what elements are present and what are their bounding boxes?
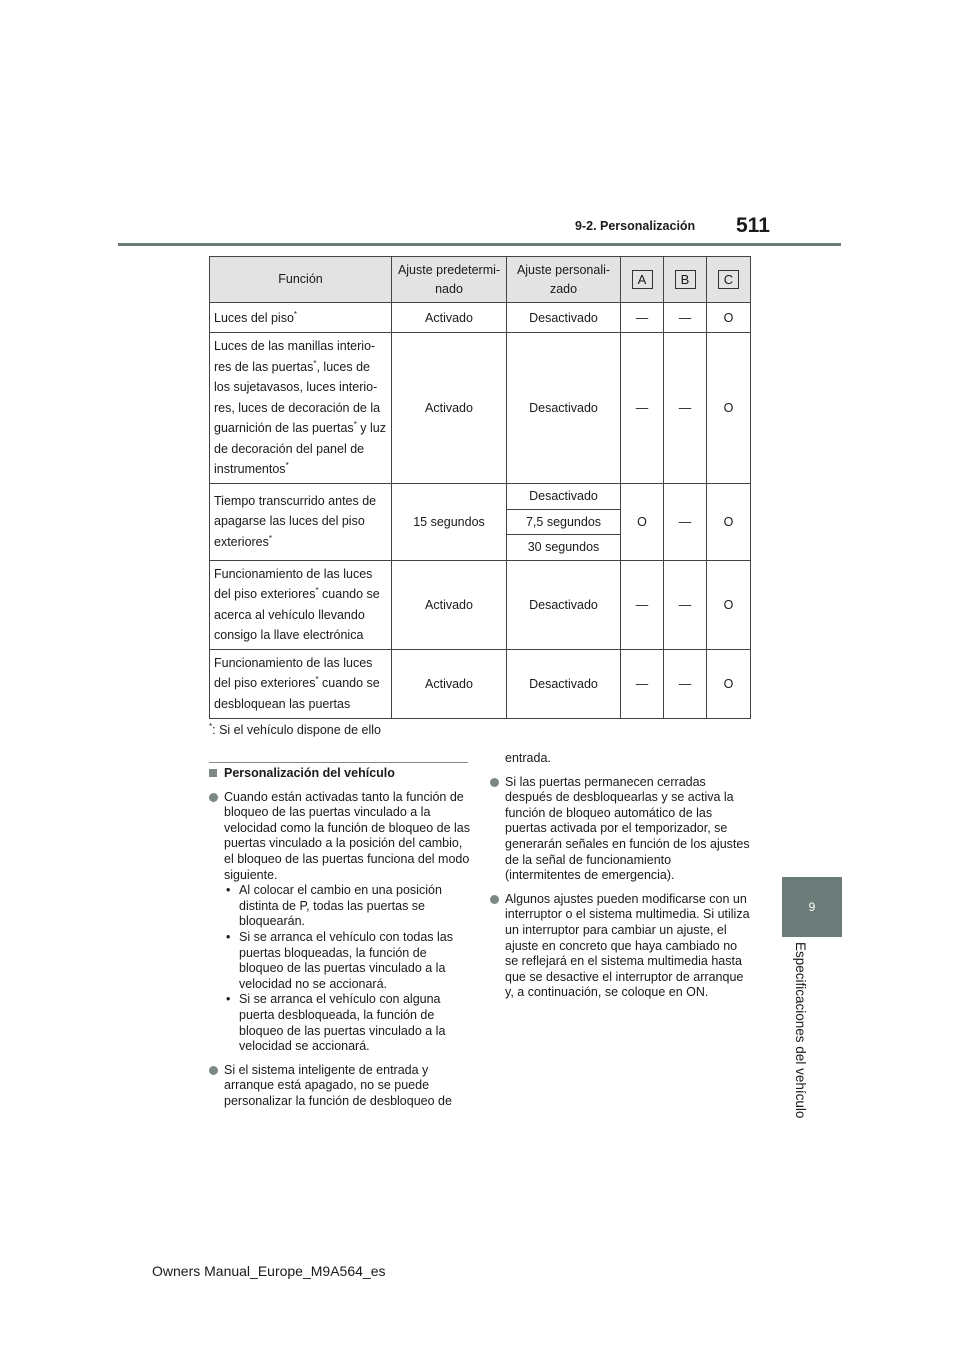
list-item: Si el sistema inteligente de entrada y arranque está apagado, no se puede personalizar la función de desbloqueo de bbox=[209, 1063, 471, 1110]
header-rule bbox=[118, 243, 841, 246]
bullet-icon bbox=[490, 778, 499, 787]
header-a: A bbox=[621, 257, 664, 303]
chapter-number: 9 bbox=[808, 900, 816, 914]
chapter-tab bbox=[782, 877, 842, 937]
footnote: *: Si el vehículo dispone de ello bbox=[209, 721, 381, 737]
table-subrow: 30 segundos bbox=[210, 534, 751, 560]
list-item: Algunos ajustes pueden modificarse con un interruptor o el sistema multimedia. Si utiliza un interruptor para cambiar un ajuste, el ajuste en concreto que haya cambiado no se reflejará en el sistema multimedia hasta que se desactive el interruptor de arranque y, a continuación, se coloque en ON. bbox=[490, 892, 750, 1001]
header-b: B bbox=[664, 257, 707, 303]
section-heading: Personalización del vehículo bbox=[209, 766, 471, 782]
function-cell: Funcionamiento de las luces del piso exteriores* cuando se acerca al vehículo llevando consigo la llave electrónica bbox=[210, 560, 392, 649]
table-row: Luces del piso* Activado Desactivado — — O bbox=[210, 303, 751, 333]
table-row: Luces de las manillas interio- res de las puertas*, luces de los sujetavasos, luces interio- res, luces de decoración de la guarnición de las puertas* y luz de decoración del panel de instrumentos* Activado Desactivado — — O bbox=[210, 333, 751, 484]
section-title: 9-2. Personalización bbox=[575, 219, 696, 233]
settings-table bbox=[209, 256, 751, 719]
left-column bbox=[209, 766, 471, 1109]
header-custom: Ajuste personali- zado bbox=[507, 257, 621, 303]
footer-text: Owners Manual_Europe_M9A564_es bbox=[152, 1263, 386, 1279]
table-row: Funcionamiento de las luces del piso exteriores* cuando se desbloquean las puertas Activado Desactivado — — O bbox=[210, 649, 751, 718]
bullet-icon bbox=[490, 895, 499, 904]
square-bullet-icon bbox=[209, 769, 217, 777]
header-c: C bbox=[707, 257, 751, 303]
function-cell: Luces del piso* bbox=[210, 303, 392, 333]
list-item: Cuando están activadas tanto la función de bloqueo de las puertas vinculado a la velocidad como la función de bloqueo de las puertas vinculado a la posición del cambio, el bloqueo de las puertas funciona del modo siguiente. • Al colocar el cambio en una posición distinta de P, todas las puertas se bloquearán. • Si se arranca el vehículo con todas las puertas bloqueadas, la función de bloqueo de las puertas vinculado a la velocidad no se accionará. • Si se arranca el vehículo con alguna puerta desbloqueada, la función de bloqueo de las puertas vinculado a la velocidad se accionará. bbox=[209, 790, 471, 1055]
list-item: Si las puertas permanecen cerradas después de desbloquearlas y se activa la función de bloqueo automático de las puertas activada por el temporizador, se generarán señales en función de los ajustes de la señal de funcionamiento (intermitentes de emergencia). bbox=[490, 775, 750, 884]
page-number: 511 bbox=[736, 214, 770, 237]
bullet-icon bbox=[209, 1066, 218, 1075]
continued-text: entrada. bbox=[505, 751, 551, 765]
header-default: Ajuste predetermi- nado bbox=[392, 257, 507, 303]
function-cell: Luces de las manillas interio- res de las puertas*, luces de los sujetavasos, luces interio- res, luces de decoración de la guarnición de las puertas* y luz de decoración del panel de instrumentos* bbox=[210, 333, 392, 484]
function-cell: Funcionamiento de las luces del piso exteriores* cuando se desbloquean las puertas bbox=[210, 649, 392, 718]
table-header-row bbox=[210, 257, 751, 303]
bullet-icon bbox=[209, 793, 218, 802]
table-row: Tiempo transcurrido antes de apagarse las luces del piso exteriores* 15 segundos Desactivado O — O bbox=[210, 483, 751, 509]
column-rule bbox=[209, 762, 468, 763]
sub-item: • Al colocar el cambio en una posición distinta de P, todas las puertas se bloquearán. bbox=[226, 883, 442, 929]
header-function: Función bbox=[210, 257, 392, 303]
sub-item: • Si se arranca el vehículo con alguna puerta desbloqueada, la función de bloqueo de las puertas vinculado a la velocidad se accionará. bbox=[226, 992, 446, 1054]
sub-item: • Si se arranca el vehículo con todas las puertas bloqueadas, la función de bloqueo de las puertas vinculado a la velocidad no se accionará. bbox=[226, 929, 454, 991]
table-row: Funcionamiento de las luces del piso exteriores* cuando se acerca al vehículo llevando consigo la llave electrónica Activado Desactivado — — O bbox=[210, 560, 751, 649]
chapter-title: Especificaciones del vehículo bbox=[793, 942, 808, 1119]
right-column bbox=[490, 751, 750, 1001]
function-cell: Tiempo transcurrido antes de apagarse las luces del piso exteriores* bbox=[210, 483, 392, 560]
table-subrow: 7,5 segundos bbox=[210, 509, 751, 534]
